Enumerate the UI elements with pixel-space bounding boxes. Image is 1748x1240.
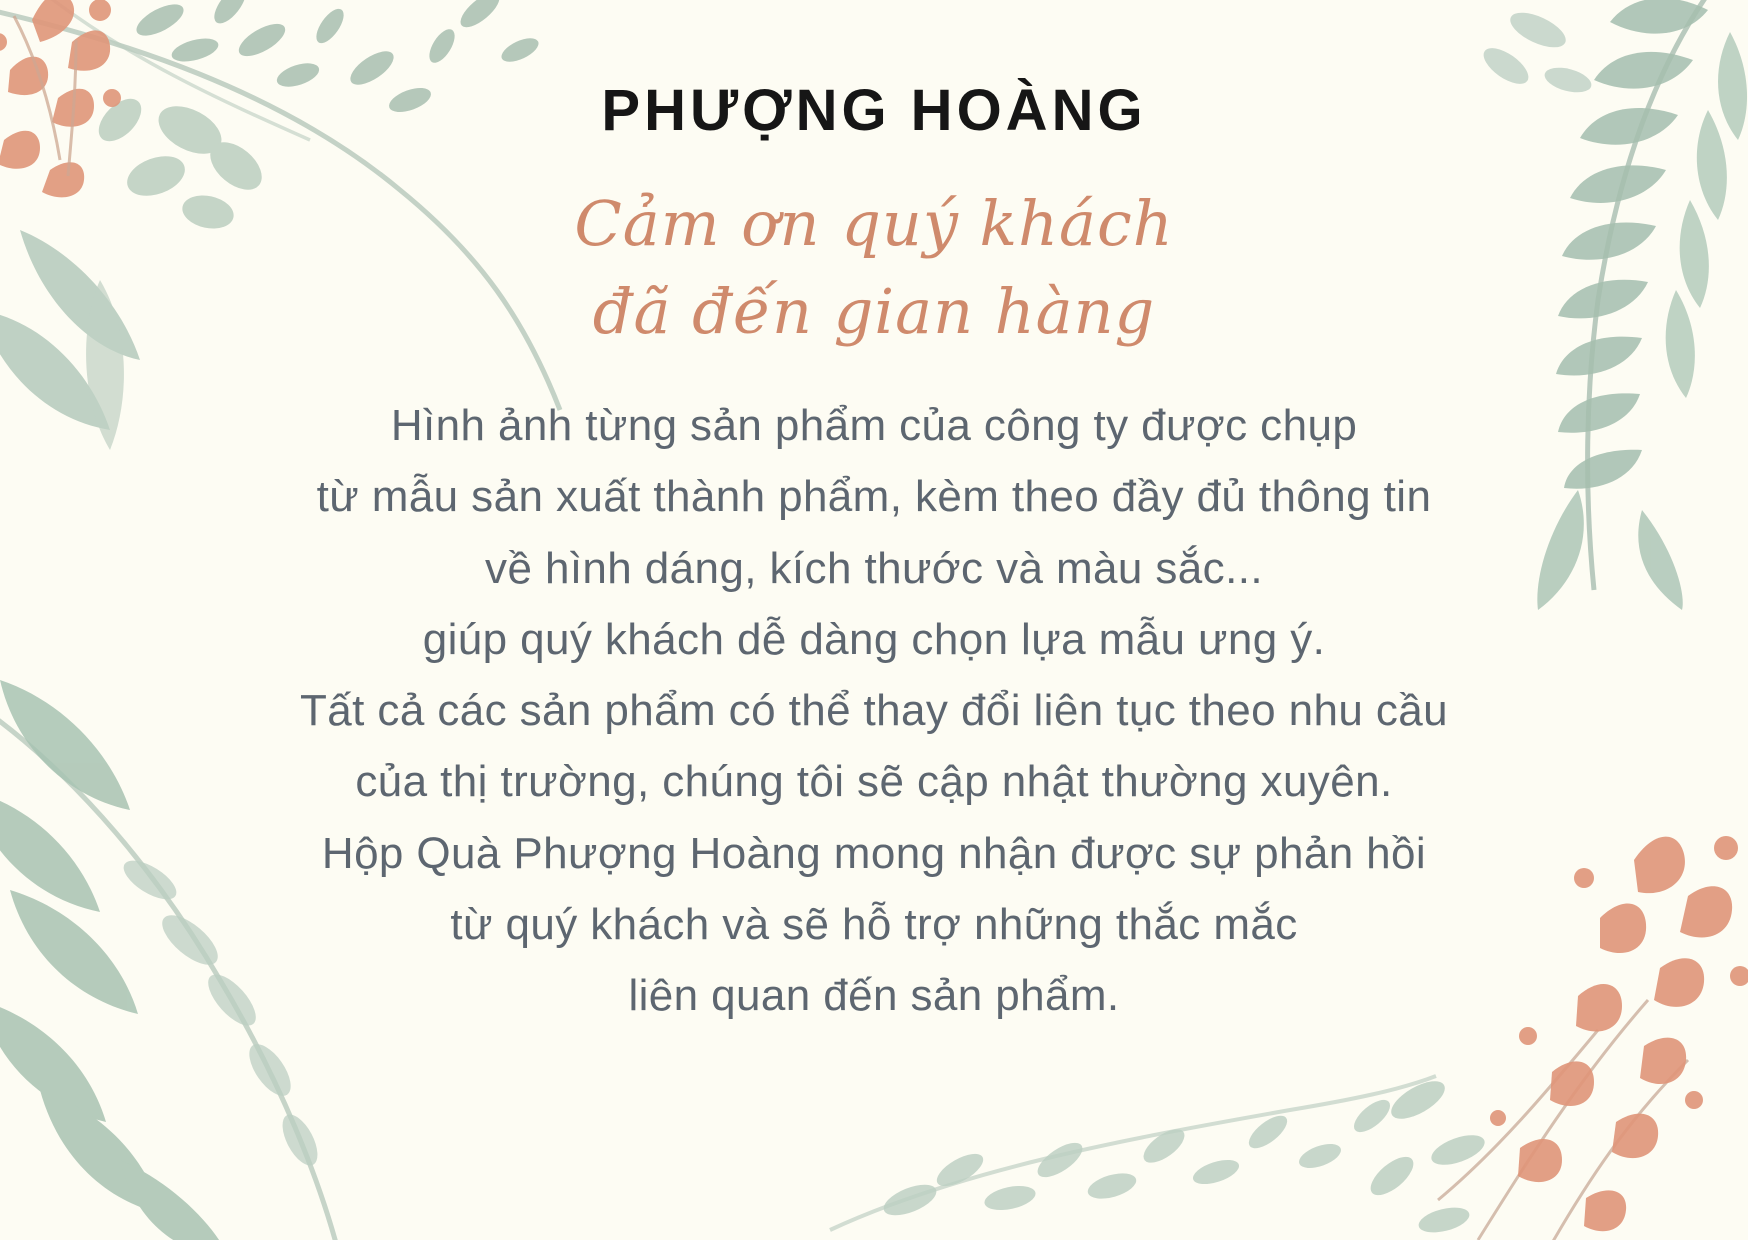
greeting-script (574, 180, 1173, 356)
body-line-9: liên quan đến sản phẩm. (628, 971, 1120, 1021)
greeting-line-1: Cảm ơn quý khách (574, 187, 1174, 260)
body-line-4: giúp quý khách dễ dàng chọn lựa mẫu ưng ý. (422, 614, 1326, 664)
body-line-5: Tất cả các sản phẩm có thể thay đổi liên tục theo nhu cầu (300, 686, 1448, 736)
body-line-8: từ quý khách và sẽ hỗ trợ những thắc mắc (450, 899, 1298, 949)
brand-title: PHƯỢNG HOÀNG (601, 78, 1147, 143)
greeting-line-2: đã đến gian hàng (592, 275, 1156, 349)
body-line-6: của thị trường, chúng tôi sẽ cập nhật thường xuyên. (355, 757, 1393, 807)
body-line-2: từ mẫu sản xuất thành phẩm, kèm theo đầy đủ thông tin (316, 472, 1432, 522)
body-line-1: Hình ảnh từng sản phẩm của công ty được chụp (390, 401, 1358, 451)
body-paragraph (300, 390, 1448, 1031)
body-line-3: về hình dáng, kích thước và màu sắc... (485, 543, 1263, 593)
body-line-7: Hộp Quà Phượng Hoàng mong nhận được sự phản hồi (321, 828, 1427, 878)
